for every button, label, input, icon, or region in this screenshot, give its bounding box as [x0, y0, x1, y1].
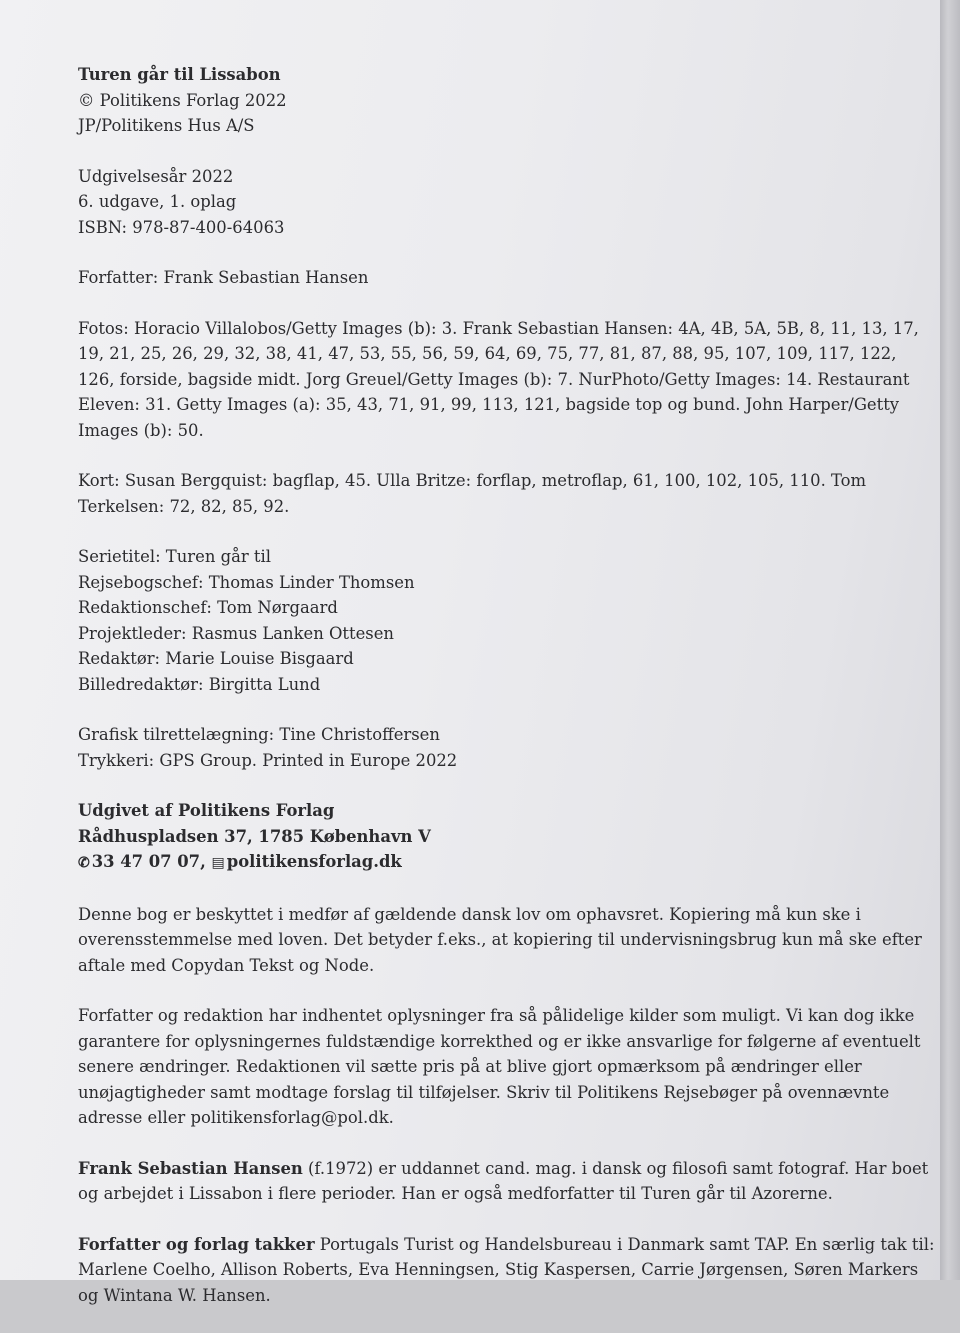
disclaimer: Forfatter og redaktion har indhentet oplysninger fra så pålidelige kilder som muligt. Vi kan dog ikke garantere for oplysningernes fuldstændige korrekthed og er ikke ansvarlige for følgerne af eventuelt senere ændringer. Redaktionen vil sætte pris på at blive gjort opmærksom på ændringer eller unøjagtigheder samt modtage forslag til tilføjelser. Skriv til Politikens Rejsebøger på ovennævnte adresse eller politikensforlag@pol.dk. [78, 1006, 921, 1127]
author-bio [78, 1156, 936, 1207]
credit-line: Projektleder: Rasmus Lanken Ottesen [78, 623, 394, 643]
author-line: Forfatter: Frank Sebastian Hansen [78, 268, 369, 287]
credit-line: Billedredaktør: Birgitta Lund [78, 674, 321, 694]
book-title: Turen går til Lissabon [78, 65, 281, 84]
publisher-contact [78, 849, 938, 877]
author-bio-block [78, 1156, 938, 1207]
title-block [78, 62, 938, 139]
photo-credits-block [78, 316, 938, 444]
thanks-lead: Forfatter og forlag takker [78, 1234, 315, 1254]
map-credits: Kort: Susan Bergquist: bagflap, 45. Ulla Britze: forflap, metroflap, 61, 100, 102, 105, 110. Tom Terkelsen: 72, 82, 85, 92. [78, 471, 867, 516]
page-edge [940, 0, 960, 1280]
colophon [78, 62, 938, 1333]
publisher-block [78, 798, 938, 877]
bio-text: (f.1972) er uddannet cand. mag. i dansk og filosofi samt fotograf. Har boet og arbejdet i Lissabon i flere perioder. Han er også medforfatter til Turen går til Azorerne. [78, 1158, 929, 1203]
publisher-address: Rådhuspladsen 37, 1785 København V [78, 826, 431, 846]
photo-credits: Fotos: Horacio Villalobos/Getty Images (b): 3. Frank Sebastian Hansen: 4A, 4B, 5A, 5B, 8, 11, 13, 17, 19, 21, 25, 26, 29, 32, 38, 41, 47, 53, 55, 56, 59, 64, 69, 75, 77, 81, 87, 88, 95, 107, 109, 117, 122, 126, forside, bagside midt. Jorg Greuel/Getty Images (b): 7. NurPhoto/Getty Images: 14. Restaurant Eleven: 31. Getty Images (a): 35, 43, 71, 91, 99, 113, 121, bagside top og bund. John Harper/Getty Images (b): 50. [78, 318, 919, 440]
production-block [78, 722, 938, 773]
map-credits-block [78, 468, 938, 519]
isbn-line: ISBN: 978-87-400-64063 [78, 217, 285, 237]
publisher-web: politikensforlag.dk [226, 852, 402, 871]
credit-line: Redaktør: Marie Louise Bisgaard [78, 649, 354, 668]
copyright-line: © Politikens Forlag 2022 [78, 90, 287, 110]
copyright-notice: Denne bog er beskyttet i medfør af gældende dansk lov om ophavsret. Kopiering må kun ske i overensstemmelse med loven. Det betyder f.eks., at kopiering til undervisningsbrug kun må ske efter aftale med Copydan Tekst og Node. [78, 904, 922, 975]
acknowledgements [78, 1232, 936, 1309]
credit-line: Serietitel: Turen går til [78, 547, 271, 566]
phone-icon: ✆ [78, 855, 90, 871]
bio-name: Frank Sebastian Hansen [78, 1158, 303, 1178]
edition-line: 6. udgave, 1. oplag [78, 192, 237, 211]
web-icon: ▤ [211, 855, 225, 871]
publisher-house: JP/Politikens Hus A/S [78, 116, 255, 135]
copyright-notice-block [78, 902, 938, 979]
thanks-block [78, 1232, 938, 1309]
publisher-name: Udgivet af Politikens Forlag [78, 801, 335, 820]
credit-line: Redaktionschef: Tom Nørgaard [78, 598, 338, 617]
credit-line: Rejsebogschef: Thomas Linder Thomsen [78, 572, 415, 592]
publisher-phone: 33 47 07 07, [91, 852, 206, 871]
design-credit: Grafisk tilrettelægning: Tine Christoffersen [78, 725, 440, 744]
staff-credits-block [78, 544, 938, 697]
disclaimer-block [78, 1003, 938, 1131]
publication-year: Udgivelsesår 2022 [78, 166, 234, 186]
thanks-text: Portugals Turist og Handelsbureau i Danmark samt TAP. En særlig tak til: Marlene Coelho, Allison Roberts, Eva Henningsen, Stig Kaspersen, Carrie Jørgensen, Søren Markers og Wintana W. Hansen. [78, 1234, 935, 1305]
print-credit: Trykkeri: GPS Group. Printed in Europe 2022 [78, 750, 458, 770]
author-block [78, 265, 938, 291]
edition-block [78, 164, 938, 241]
